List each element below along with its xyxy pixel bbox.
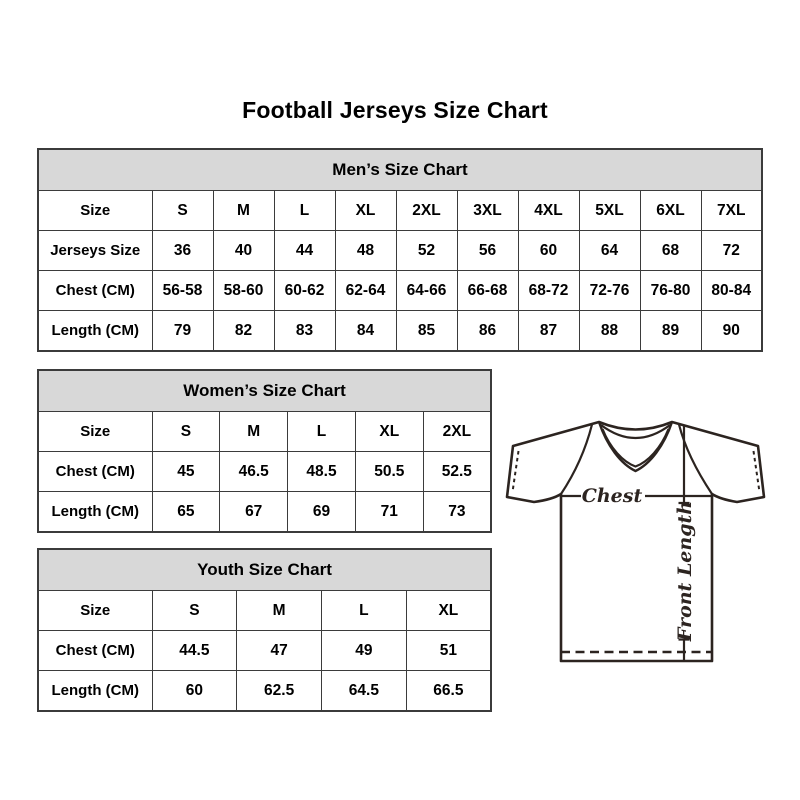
value-cell: 79 [152,311,213,352]
value-cell: M [213,191,274,231]
table-row [38,631,491,671]
value-cell: L [288,412,356,452]
row-label-cell: Length (CM) [38,492,152,533]
value-cell: 36 [152,231,213,271]
value-cell: 7XL [701,191,762,231]
value-cell: 64.5 [322,671,407,712]
value-cell: 47 [237,631,322,671]
value-cell: 40 [213,231,274,271]
value-cell: 62.5 [237,671,322,712]
value-cell: L [322,591,407,631]
row-label-cell: Chest (CM) [38,631,152,671]
page-title: Football Jerseys Size Chart [242,97,548,123]
row-label-cell: Size [38,591,152,631]
value-cell: 60 [152,671,237,712]
table-row [38,311,762,352]
value-cell: 2XL [396,191,457,231]
value-cell: S [152,412,220,452]
value-cell: 65 [152,492,220,533]
table-row [38,271,762,311]
value-cell: 48 [335,231,396,271]
mens-size-table-title: Men’s Size Chart [38,149,762,191]
table-row [38,231,762,271]
value-cell: 72 [701,231,762,271]
value-cell: 52.5 [423,452,491,492]
value-cell: 89 [640,311,701,352]
value-cell: 69 [288,492,356,533]
value-cell: 62-64 [335,271,396,311]
value-cell: 68-72 [518,271,579,311]
value-cell: 85 [396,311,457,352]
table-row [38,591,491,631]
value-cell: S [152,591,237,631]
chest-label: Chest [581,485,643,507]
table-row [38,412,491,452]
value-cell: 64 [579,231,640,271]
value-cell: 2XL [423,412,491,452]
row-label-cell: Size [38,191,152,231]
row-label-cell: Size [38,412,152,452]
value-cell: M [220,412,288,452]
value-cell: 48.5 [288,452,356,492]
value-cell: 56 [457,231,518,271]
table-row [38,492,491,533]
value-cell: XL [406,591,491,631]
youth-size-table [37,548,492,712]
row-label-cell: Chest (CM) [38,452,152,492]
table-row [38,191,762,231]
value-cell: 45 [152,452,220,492]
value-cell: 60 [518,231,579,271]
value-cell: XL [355,412,423,452]
womens-size-table-title: Women’s Size Chart [38,370,491,412]
table-title-row [38,149,762,191]
front-length-label: Front Length [674,500,696,642]
value-cell: XL [335,191,396,231]
value-cell: M [237,591,322,631]
jersey-outline-shape [507,422,764,661]
value-cell: S [152,191,213,231]
value-cell: 72-76 [579,271,640,311]
value-cell: 86 [457,311,518,352]
row-label-cell: Length (CM) [38,671,152,712]
mens-size-table [37,148,763,352]
value-cell: 67 [220,492,288,533]
value-cell: 90 [701,311,762,352]
value-cell: 52 [396,231,457,271]
value-cell: 60-62 [274,271,335,311]
value-cell: 66.5 [406,671,491,712]
value-cell: 64-66 [396,271,457,311]
row-label-cell: Jerseys Size [38,231,152,271]
youth-size-table-title: Youth Size Chart [38,549,491,591]
value-cell: 71 [355,492,423,533]
value-cell: 44.5 [152,631,237,671]
womens-size-table [37,369,492,533]
value-cell: 3XL [457,191,518,231]
table-title-row [38,549,491,591]
value-cell: 66-68 [457,271,518,311]
value-cell: 73 [423,492,491,533]
value-cell: 80-84 [701,271,762,311]
value-cell: 82 [213,311,274,352]
value-cell: 56-58 [152,271,213,311]
value-cell: 49 [322,631,407,671]
value-cell: L [274,191,335,231]
value-cell: 84 [335,311,396,352]
table-title-row [38,370,491,412]
value-cell: 4XL [518,191,579,231]
value-cell: 58-60 [213,271,274,311]
value-cell: 50.5 [355,452,423,492]
value-cell: 83 [274,311,335,352]
jersey-measurement-diagram [502,404,770,666]
value-cell: 6XL [640,191,701,231]
row-label-cell: Chest (CM) [38,271,152,311]
table-row [38,452,491,492]
value-cell: 51 [406,631,491,671]
value-cell: 5XL [579,191,640,231]
value-cell: 87 [518,311,579,352]
row-label-cell: Length (CM) [38,311,152,352]
value-cell: 46.5 [220,452,288,492]
value-cell: 68 [640,231,701,271]
value-cell: 44 [274,231,335,271]
value-cell: 76-80 [640,271,701,311]
table-row [38,671,491,712]
value-cell: 88 [579,311,640,352]
